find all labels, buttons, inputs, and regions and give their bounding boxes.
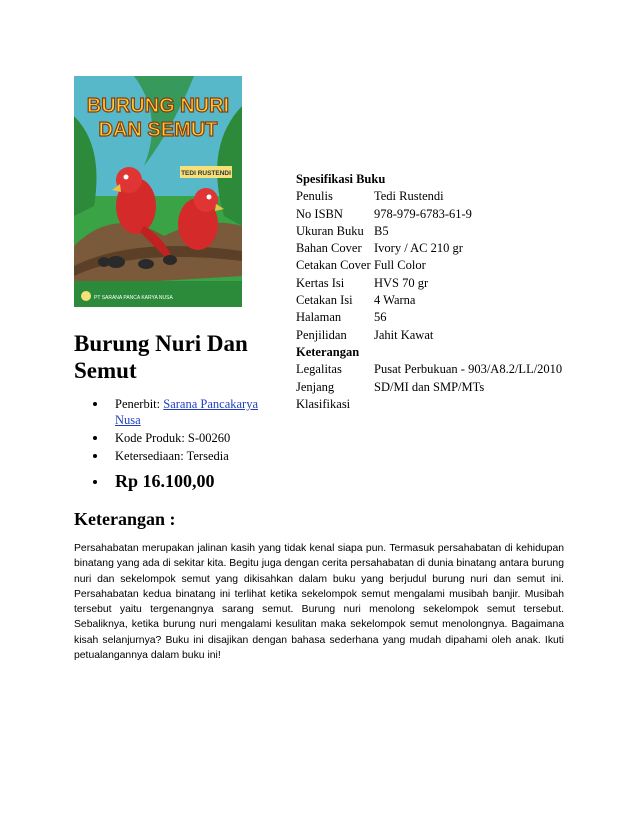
cover-author-tag: TEDI RUSTENDI	[181, 170, 231, 177]
book-price: Rp 16.100,00	[115, 471, 215, 491]
spec-label: Halaman	[296, 310, 342, 325]
spec-row	[296, 276, 562, 293]
spec-value: 56	[374, 310, 387, 325]
spec-label: Klasifikasi	[296, 396, 351, 411]
cover-publisher-tag: PT SARANA PANCA KARYA NUSA	[94, 295, 173, 301]
spec-row	[296, 362, 562, 379]
spec-value: Pusat Perbukuan - 903/A8.2/LL/2010	[374, 362, 563, 377]
spec-heading: Spesifikasi Buku	[296, 172, 386, 186]
cover-title-line2: DAN SEMUT	[98, 119, 218, 141]
spec-row	[296, 293, 562, 310]
spec-value: Jahit Kawat	[374, 327, 434, 342]
spec-row	[296, 380, 562, 397]
spec-label: Cetakan Cover	[296, 258, 371, 273]
price-bullet	[93, 480, 97, 484]
spec-value: Tedi Rustendi	[374, 189, 444, 204]
spec-row	[296, 397, 562, 414]
spec-value: Full Color	[374, 258, 426, 273]
spec-label: Legalitas	[296, 362, 342, 377]
spec-label: Kertas Isi	[296, 275, 345, 290]
spec-label: Cetakan Isi	[296, 293, 353, 308]
spec-label: Bahan Cover	[296, 241, 362, 256]
publisher-link[interactable]: Sarana Pancakarya Nusa	[115, 397, 259, 427]
spec-row	[296, 224, 562, 241]
spec-value: Ivory / AC 210 gr	[374, 241, 463, 256]
description-heading: Keterangan :	[74, 509, 176, 529]
spec-row	[296, 189, 562, 206]
description-text: Persahabatan merupakan jalinan kasih yang tidak kenal siapa pun. Termasuk persahabatan di kehidupan binatang yang ada di sekitar kita. Begitu juga dengan cerita persahabatan di dunia binatang antara burung nuri dan sekelompok semut yang dikisahkan dalam buku yang berjudul burung nuri dan semut ini. Persahabatan kedua binatang ini terlihat ketika sekelompok semut mengalami musibah banjir. Musibah tersebut yaitu tergenangnya sarang semut. Burung nuri menolong sekelompok semut tersebut. Sebaliknya, ketika burung nuri mengalami kesulitan maka sekelompok semut menolongnya. Bagaimana kisah selanjurnya? Buku ini disajikan dengan bahasa sederhana yang mudah dipahami oleh anak. Ikuti petualangannya dalam buku ini!	[74, 543, 564, 662]
spec-row	[296, 328, 562, 345]
product-code-item: Kode Produk: S-00260	[90, 430, 280, 446]
publisher-label: Penerbit:	[115, 397, 164, 411]
price-item	[90, 471, 215, 492]
spec-value: 4 Warna	[374, 293, 416, 308]
cover-title-line1: BURUNG NURI	[86, 95, 230, 117]
spec-label: Penulis	[296, 189, 333, 204]
spec-value	[374, 397, 562, 414]
book-cover-image	[74, 76, 242, 307]
availability-item: Ketersediaan: Tersedia	[90, 448, 280, 464]
spec-label: Ukuran Buku	[296, 223, 364, 238]
publisher-item	[90, 396, 280, 428]
spec-label: Penjilidan	[296, 327, 347, 342]
spec-value: SD/MI dan SMP/MTs	[374, 379, 485, 394]
spec-label: Jenjang	[296, 379, 335, 394]
spec-label: No ISBN	[296, 206, 343, 221]
spec-heading-row	[296, 172, 562, 189]
book-title: Burung Nuri Dan Semut	[74, 331, 248, 383]
spec-value: 978-979-6783-61-9	[374, 206, 472, 221]
spec-value: HVS 70 gr	[374, 275, 429, 290]
book-meta-list	[90, 396, 280, 466]
spec-heading-keterangan: Keterangan	[296, 344, 360, 359]
spec-row	[296, 310, 562, 327]
spec-row	[296, 258, 562, 275]
spec-table	[296, 172, 562, 414]
spec-row	[296, 207, 562, 224]
spec-heading-row	[296, 345, 562, 362]
spec-value: B5	[374, 223, 389, 238]
spec-row	[296, 241, 562, 258]
